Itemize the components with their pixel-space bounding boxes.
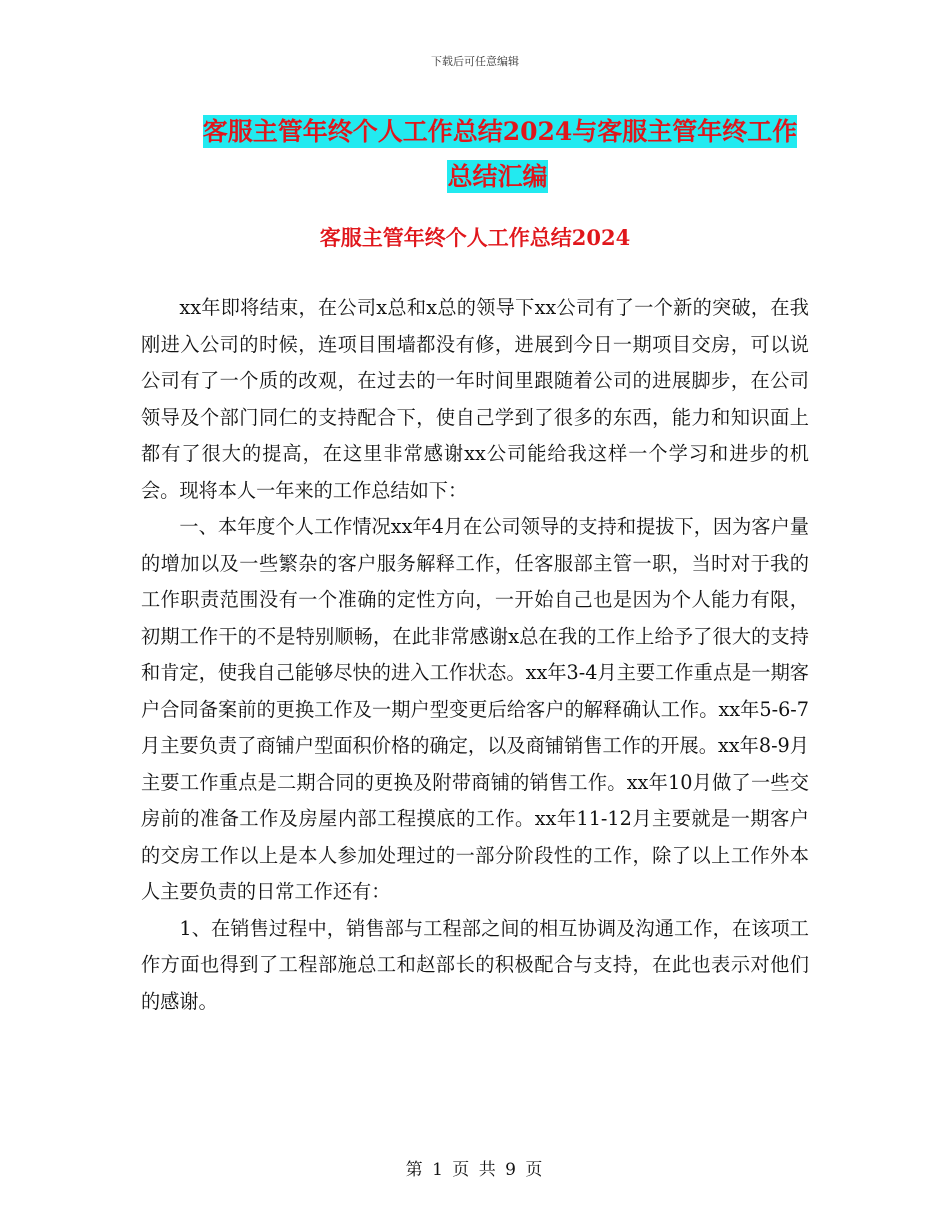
paragraph-work-situation: 一、本年度个人工作情况xx年4月在公司领导的支持和提拔下，因为客户量的增加以及一些繁杂的客户服务解释工作，任客服部主管一职，当时对于我的工作职责范围没有一个准确的定性方向，一开始自己也是因为个人能力有限，初期工作干的不是特别顺畅，在此非常感谢x总在我的工作上给予了很大的支持和肯定，使我自己能够尽快的进入工作状态。xx年3-4月主要工作重点是一期客户合同备案前的更换工作及一期户型变更后给客户的解释确认工作。xx年5-6-7月主要负责了商铺户型面积价格的确定，以及商铺销售工作的开展。xx年8-9月主要工作重点是二期合同的更换及附带商铺的销售工作。xx年10月做了一些交房前的准备工作及房屋内部工程摸底的工作。xx年11-12月主要就是一期客户的交房工作以上是本人参加处理过的一部分阶段性的工作，除了以上工作外本人主要负责的日常工作还有： [141, 515, 809, 903]
document-body [141, 290, 809, 1020]
document-title-text-1: 客服主管年终个人工作总结2024与客服主管年终工作 [202, 117, 798, 146]
document-title-text-2: 总结汇编 [447, 162, 548, 191]
page-number: 第 1 页 共 9 页 [405, 1160, 545, 1180]
paragraph-item-1: 1、在销售过程中，销售部与工程部之间的相互协调及沟通工作，在该项工作方面也得到了工程部施总工和赵部长的积极配合与支持，在此也表示对他们的感谢。 [141, 916, 809, 1013]
paragraph-intro: xx年即将结束，在公司x总和x总的领导下xx公司有了一个新的突破，在我刚进入公司的时候，连项目围墙都没有修，进展到今日一期项目交房，可以说公司有了一个质的改观，在过去的一年时间里跟随着公司的进展脚步，在公司领导及个部门同仁的支持配合下，使自己学到了很多的东西，能力和知识面上都有了很大的提高，在这里非常感谢xx公司能给我这样一个学习和进步的机会。现将本人一年来的工作总结如下： [141, 296, 809, 502]
section-title: 客服主管年终个人工作总结2024 [319, 225, 631, 250]
document-title-line-2 [185, 157, 810, 193]
document-title-line-1 [180, 112, 820, 148]
header-note: 下载后可任意编辑 [431, 55, 519, 68]
